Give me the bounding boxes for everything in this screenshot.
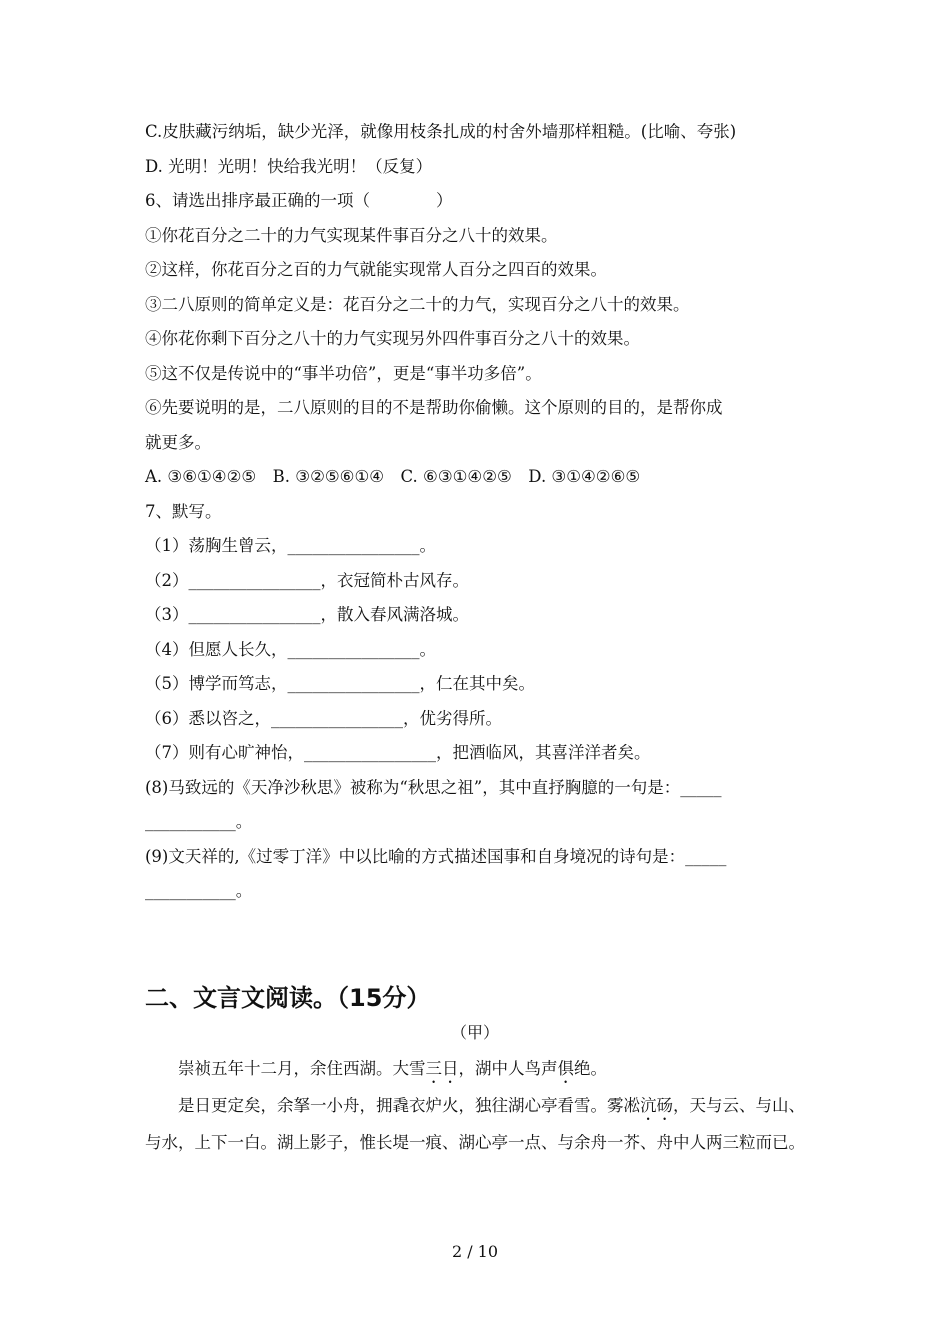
- emphasized-text: 沆砀: [640, 1096, 673, 1115]
- text-line: (8)马致远的《天净沙秋思》被称为“秋思之祖”，其中直抒胸臆的一句是：_____: [145, 777, 722, 797]
- emphasized-text: 俱: [557, 1059, 574, 1078]
- text-line: 6、请选出排序最正确的一项（ ）: [145, 191, 453, 210]
- passage-subtitle: （甲）: [450, 1023, 499, 1042]
- question-lines: [145, 115, 810, 909]
- passage-paragraph-2: [145, 1087, 810, 1161]
- text-line: ①你花百分之二十的力气实现某件事百分之八十的效果。: [145, 225, 558, 245]
- text: ，天与云、与山、与水，上下一白。湖上影子，惟长堤一痕、湖心亭一点、与余舟一芥、舟中人两三粒而已。: [145, 1096, 805, 1152]
- text-line: （7）则有心旷神怡，________________，把酒临风，其喜洋洋者矣。: [145, 743, 651, 762]
- emphasized-text: 三日: [425, 1059, 459, 1078]
- text-line: ④你花你剩下百分之八十的力气实现另外四件事百分之八十的效果。: [145, 329, 640, 348]
- text-line: ___________。: [145, 881, 253, 900]
- text-line: （1）荡胸生曾云，________________。: [145, 536, 436, 555]
- text-line: （5）博学而笃志，________________，仁在其中矣。: [145, 674, 535, 693]
- page-number: 2 / 10: [451, 1242, 499, 1261]
- text: 崇祯五年十二月，余住西湖。大雪: [178, 1059, 426, 1078]
- text-line: D. 光明！光明！快给我光明！（反复）: [145, 156, 433, 176]
- text-line: （6）悉以咨之，________________，优劣得所。: [145, 708, 502, 728]
- text-line: (9)文天祥的,《过零丁洋》中以比喻的方式描述国事和自身境况的诗句是：_____: [145, 846, 727, 866]
- text-line: 7、默写。: [145, 501, 222, 521]
- text-line: （4）但愿人长久，________________。: [145, 639, 436, 659]
- text-line: ③二八原则的简单定义是：花百分之二十的力气，实现百分之八十的效果。: [145, 294, 690, 314]
- text-line: （3）________________，散入春风满洛城。: [145, 605, 469, 624]
- section-title: 二、文言文阅读。（15分）: [145, 984, 431, 1012]
- text-line: ___________。: [145, 812, 253, 831]
- text-line: ②这样，你花百分之百的力气就能实现常人百分之四百的效果。: [145, 260, 607, 279]
- text: 绝。: [574, 1059, 607, 1078]
- text-line: ⑤这不仅是传说中的“事半功倍”，更是“事半功多倍”。: [145, 363, 542, 383]
- passage: [145, 1050, 810, 1161]
- text-line: A. ③⑥①④②⑤ B. ③②⑤⑥①④ C. ⑥③①④②⑤ D. ③①④②⑥⑤: [145, 467, 641, 486]
- text-line: C.皮肤藏污纳垢，缺少光泽，就像用枝条扎成的村舍外墙那样粗糙。(比喻、夸张): [145, 122, 737, 141]
- passage-paragraph-1: [145, 1050, 810, 1087]
- text: ，湖中人鸟声: [458, 1059, 558, 1078]
- text: 是日更定矣，余拏一小舟，拥毳衣炉火，独往湖心亭看雪。雾凇: [178, 1096, 640, 1115]
- text-line: （2）________________，衣冠简朴古风存。: [145, 570, 469, 590]
- text-line: 就更多。: [145, 432, 211, 452]
- text-line: ⑥先要说明的是，二八原则的目的不是帮助你偷懒。这个原则的目的，是帮你成: [145, 398, 723, 417]
